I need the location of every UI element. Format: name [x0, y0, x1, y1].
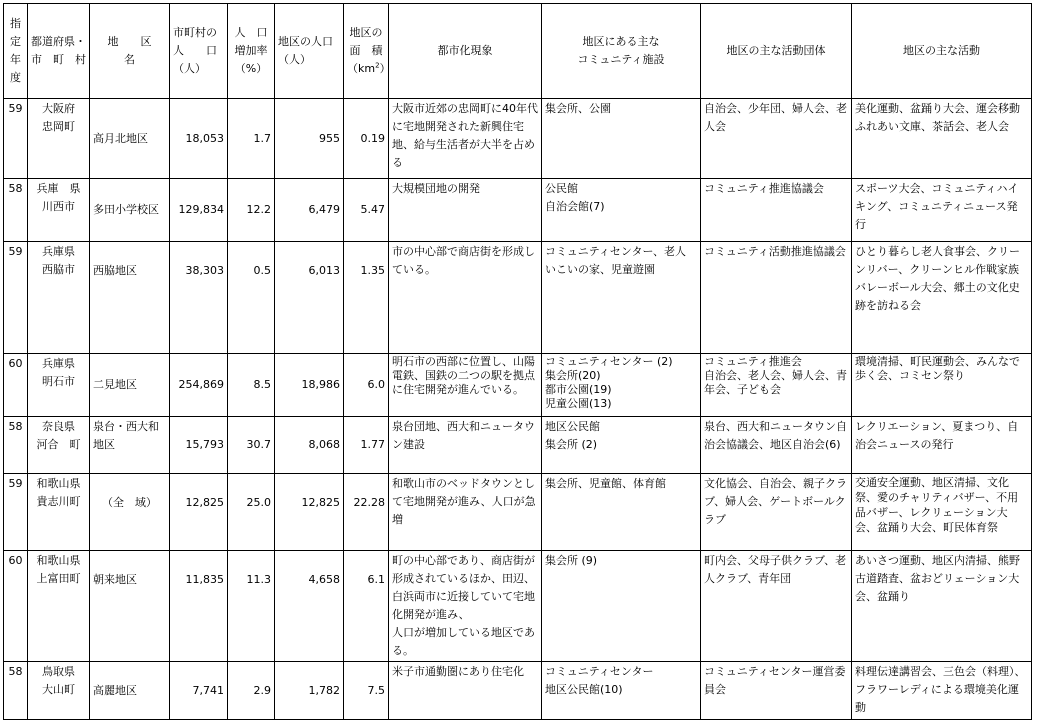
cell-activities: ひとり暮らし老人食事会、クリーンリバー、クリーンヒル作戦家族バレーボール大会、郷土の文化史跡を訪ねる会 — [852, 242, 1032, 354]
cell-prefecture: 鳥取県 大山町 — [28, 662, 90, 720]
cell-groups: コミュニティ推進協議会 — [701, 179, 852, 242]
cell-groups: 泉台、西大和ニュータウン自治会協議会、地区自治会(6) — [701, 417, 852, 474]
cell-population: 254,869 — [170, 354, 228, 417]
cell-groups: コミュニティ活動推進協議会 — [701, 242, 852, 354]
cell-prefecture: 奈良県 河合 町 — [28, 417, 90, 474]
cell-year: 58 — [4, 417, 28, 474]
cell-district-population: 955 — [275, 99, 344, 179]
cell-groups: 文化協会、自治会、親子クラブ、婦人会、ゲートボールクラブ — [701, 474, 852, 551]
cell-prefecture: 兵庫県 西脇市 — [28, 242, 90, 354]
cell-groups: コミュニティセンター運営委員会 — [701, 662, 852, 720]
cell-facilities: 地区公民館 集会所 (2) — [542, 417, 701, 474]
cell-groups: 自治会、少年団、婦人会、老人会 — [701, 99, 852, 179]
cell-urbanization: 米子市通勤圏にあり住宅化 — [389, 662, 542, 720]
table-row — [4, 179, 1032, 242]
cell-urbanization: 和歌山市のベッドタウンとして宅地開発が進み、人口が急増 — [389, 474, 542, 551]
cell-increase-rate: 11.3 — [228, 551, 275, 662]
cell-district: 西脇地区 — [90, 242, 170, 354]
cell-area: 7.5 — [344, 662, 389, 720]
cell-population: 38,303 — [170, 242, 228, 354]
cell-district: 高月北地区 — [90, 99, 170, 179]
cell-urbanization: 市の中心部で商店街を形成している。 — [389, 242, 542, 354]
cell-district-population: 6,013 — [275, 242, 344, 354]
cell-urbanization: 町の中心部であり、商店街が形成されているほか、田辺、白浜両市に近接していて宅地化開発が進み、 人口が増加している地区である。 — [389, 551, 542, 662]
cell-activities: スポーツ大会、コミュニティハイキング、コミュニティニュース発行 — [852, 179, 1032, 242]
community-districts-table — [3, 3, 1032, 720]
cell-population: 15,793 — [170, 417, 228, 474]
cell-year: 60 — [4, 354, 28, 417]
cell-population: 7,741 — [170, 662, 228, 720]
header-community-facilities: 地区にある主な コミュニティ施設 — [542, 4, 701, 99]
cell-facilities: 集会所 (9) — [542, 551, 701, 662]
cell-increase-rate: 8.5 — [228, 354, 275, 417]
header-area-superscript: 2 — [375, 61, 380, 70]
cell-activities: 環境清掃、町民運動会、みんなで歩く会、コミセン祭り — [852, 354, 1032, 417]
cell-district-population: 4,658 — [275, 551, 344, 662]
cell-district: 泉台・西大和地区 — [90, 417, 170, 474]
cell-district-population: 8,068 — [275, 417, 344, 474]
cell-increase-rate: 30.7 — [228, 417, 275, 474]
header-row — [4, 4, 1032, 99]
cell-facilities: 集会所、公園 — [542, 99, 701, 179]
cell-groups: 町内会、父母子供クラブ、老人クラブ、青年団 — [701, 551, 852, 662]
cell-population: 12,825 — [170, 474, 228, 551]
cell-district: 二見地区 — [90, 354, 170, 417]
cell-area: 6.0 — [344, 354, 389, 417]
header-designated-year: 指 定 年 度 — [4, 4, 28, 99]
cell-year: 60 — [4, 551, 28, 662]
cell-facilities: 集会所、児童館、体育館 — [542, 474, 701, 551]
cell-groups: コミュニティ推進会 自治会、老人会、婦人会、青年会、子ども会 — [701, 354, 852, 417]
cell-district: 朝来地区 — [90, 551, 170, 662]
header-prefecture-municipality: 都道府県・ 市 町 村 — [28, 4, 90, 99]
cell-activities: 料理伝達講習会、三色会（料理）、フラワーレディによる環境美化運動 — [852, 662, 1032, 720]
cell-prefecture: 和歌山県 貴志川町 — [28, 474, 90, 551]
cell-district-population: 1,782 — [275, 662, 344, 720]
table-row — [4, 242, 1032, 354]
cell-district: 多田小学校区 — [90, 179, 170, 242]
cell-population: 18,053 — [170, 99, 228, 179]
cell-urbanization: 大規模団地の開発 — [389, 179, 542, 242]
cell-activities: 美化運動、盆踊り大会、運会移動ふれあい文庫、茶話会、老人会 — [852, 99, 1032, 179]
table-row — [4, 417, 1032, 474]
cell-urbanization: 泉台団地、西大和ニュータウン建設 — [389, 417, 542, 474]
header-population-increase-rate: 人 口 増加率 （%） — [228, 4, 275, 99]
cell-increase-rate: 25.0 — [228, 474, 275, 551]
cell-facilities: コミュニティセンター、老人いこいの家、児童遊園 — [542, 242, 701, 354]
cell-increase-rate: 0.5 — [228, 242, 275, 354]
cell-area: 0.19 — [344, 99, 389, 179]
header-district-name: 地 区 名 — [90, 4, 170, 99]
cell-urbanization: 明石市の西部に位置し、山陽電鉄、国鉄の二つの駅を拠点に住宅開発が進んでいる。 — [389, 354, 542, 417]
header-area-label: 地区の 面 積 （km — [347, 26, 383, 75]
cell-area: 22.28 — [344, 474, 389, 551]
cell-area: 1.77 — [344, 417, 389, 474]
cell-district-population: 18,986 — [275, 354, 344, 417]
cell-urbanization: 大阪市近郊の忠岡町に40年代に宅地開発された新興住宅地、給与生活者が大半を占める — [389, 99, 542, 179]
cell-activities: あいさつ運動、地区内清掃、熊野古道踏査、盆おどリェーション大会、盆踊り — [852, 551, 1032, 662]
cell-area: 6.1 — [344, 551, 389, 662]
table-row — [4, 354, 1032, 417]
table-row — [4, 99, 1032, 179]
table-row — [4, 474, 1032, 551]
cell-facilities: コミュニティセンター 地区公民館(10) — [542, 662, 701, 720]
cell-increase-rate: 12.2 — [228, 179, 275, 242]
cell-year: 58 — [4, 179, 28, 242]
header-municipal-population: 市町村の 人 口 （人） — [170, 4, 228, 99]
table-row — [4, 662, 1032, 720]
cell-prefecture: 兵庫県 明石市 — [28, 354, 90, 417]
table-row — [4, 551, 1032, 662]
header-urbanization: 都市化現象 — [389, 4, 542, 99]
cell-district-population: 6,479 — [275, 179, 344, 242]
cell-increase-rate: 2.9 — [228, 662, 275, 720]
cell-prefecture: 和歌山県 上富田町 — [28, 551, 90, 662]
cell-facilities: コミュニティセンター (2) 集会所(20) 都市公園(19) 児童公園(13) — [542, 354, 701, 417]
cell-district: 高麗地区 — [90, 662, 170, 720]
cell-year: 59 — [4, 474, 28, 551]
header-district-area — [344, 4, 389, 99]
cell-area: 1.35 — [344, 242, 389, 354]
cell-year: 59 — [4, 242, 28, 354]
cell-prefecture: 兵庫 県 川西市 — [28, 179, 90, 242]
cell-activities: 交通安全運動、地区清掃、文化祭、愛のチャリティバザー、不用品バザー、レクリェーション大会、盆踊り大会、町民体育祭 — [852, 474, 1032, 551]
cell-district-population: 12,825 — [275, 474, 344, 551]
header-activity-groups: 地区の主な活動団体 — [701, 4, 852, 99]
cell-population: 129,834 — [170, 179, 228, 242]
cell-facilities: 公民館 自治会館(7) — [542, 179, 701, 242]
cell-year: 58 — [4, 662, 28, 720]
cell-area: 5.47 — [344, 179, 389, 242]
cell-year: 59 — [4, 99, 28, 179]
cell-district: （全 域） — [90, 474, 170, 551]
cell-activities: レクリエーション、夏まつり、自治会ニュースの発行 — [852, 417, 1032, 474]
header-main-activities: 地区の主な活動 — [852, 4, 1032, 99]
cell-increase-rate: 1.7 — [228, 99, 275, 179]
header-area-close: ） — [379, 62, 391, 75]
cell-prefecture: 大阪府 忠岡町 — [28, 99, 90, 179]
header-district-population: 地区の人口 （人） — [275, 4, 344, 99]
cell-population: 11,835 — [170, 551, 228, 662]
